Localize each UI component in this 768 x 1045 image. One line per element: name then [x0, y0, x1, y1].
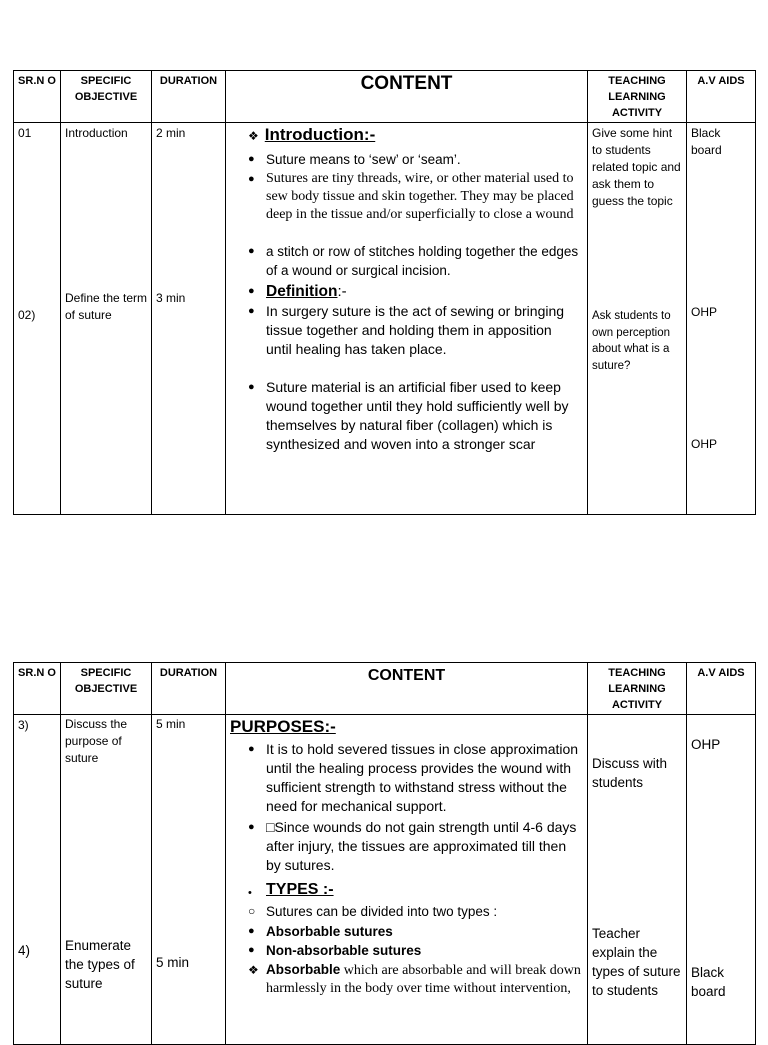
duration-03: 5 min	[156, 717, 186, 731]
duration-cell	[152, 123, 226, 515]
objective-cell	[61, 123, 152, 515]
intro-bullet-text: a stitch or row of stitches holding together the edges of a wound or surgical incision.	[266, 244, 579, 278]
types-heading: TYPES :-	[266, 881, 334, 898]
sr-no-02: 02)	[18, 308, 36, 322]
intro-bullet-text: Sutures are tiny threads, wire, or other material used to sew body tissue and skin together. They may be placed deep in the tissue and/or superficially to close a wound	[266, 171, 574, 222]
absorbable-rest: which are absorbable and will break down harmlessly in the body over time without intervention,	[266, 963, 581, 996]
bullet-icon: ●	[248, 153, 255, 165]
av-aid-01: Black board	[691, 126, 722, 157]
header-av-aids: A.V AIDS	[687, 663, 756, 715]
lesson-plan-table-1	[13, 70, 756, 515]
list-item	[226, 302, 581, 359]
list-item	[226, 902, 581, 921]
content-cell	[226, 123, 588, 515]
types-bullet-text: Absorbable sutures	[266, 924, 393, 939]
bullet-icon: ●	[248, 285, 255, 297]
duration-02: 3 min	[156, 291, 186, 305]
header-specific-objective: SPECIFIC OBJECTIVE	[61, 71, 152, 123]
purposes-heading: PURPOSES:-	[230, 717, 336, 736]
header-sr-no: SR.N O	[14, 663, 61, 715]
sr-no-03: 3)	[18, 718, 29, 732]
header-av-aids: A.V AIDS	[687, 71, 756, 123]
lesson-plan-table-2	[13, 662, 756, 1045]
list-item	[226, 818, 581, 875]
list-item	[226, 922, 581, 941]
objective-01: Introduction	[65, 126, 128, 140]
sr-no-cell	[14, 123, 61, 515]
sr-no-04: 4)	[18, 943, 31, 958]
bullet-icon: ●	[248, 821, 255, 833]
objective-cell	[61, 715, 152, 1045]
header-teaching-activity: TEACHING LEARNING ACTIVITY	[588, 71, 687, 123]
bullet-icon: ●	[248, 944, 255, 956]
list-item	[226, 941, 581, 960]
bullet-icon: ●	[248, 743, 255, 755]
activity-cell	[588, 123, 687, 515]
activity-04: Teacher explain the types of suture to students	[592, 926, 681, 998]
table-row	[14, 715, 756, 1045]
header-duration: DURATION	[152, 71, 226, 123]
duration-01: 2 min	[156, 126, 186, 140]
av-aid-02: OHP	[691, 305, 718, 319]
bullet-icon: ●	[248, 925, 255, 937]
header-content: CONTENT	[226, 663, 588, 715]
types-intro-text: Sutures can be divided into two types :	[266, 904, 498, 919]
intro-bullet-text: Suture means to ‘sew’ or ‘seam’.	[266, 152, 461, 167]
bullet-icon: ●	[248, 245, 255, 257]
header-duration: DURATION	[152, 663, 226, 715]
list-item	[226, 961, 581, 998]
definition-bullet-text: Suture material is an artificial fiber used to keep wound together until they hold sufficiently well by themselves by natural fiber (collagen) which is synthesized and woven into a stronger scar	[266, 379, 569, 452]
circle-bullet-icon: ○	[248, 904, 256, 918]
table-header-row	[14, 71, 756, 123]
definition-heading: Definition	[266, 283, 338, 300]
bullet-icon: ●	[248, 173, 255, 185]
table-row	[14, 123, 756, 515]
list-item	[226, 378, 581, 454]
objective-03: Discuss the purpose of suture	[65, 717, 128, 765]
av-aids-cell	[687, 715, 756, 1045]
definition-suffix: :-	[337, 283, 347, 300]
av-aids-cell	[687, 123, 756, 515]
absorbable-bold: Absorbable	[266, 962, 341, 977]
duration-04: 5 min	[156, 955, 190, 970]
definition-heading-line	[226, 282, 581, 301]
activity-cell	[588, 715, 687, 1045]
list-item	[226, 170, 581, 224]
objective-04: Enumerate the types of suture	[65, 938, 135, 991]
av-aid-03: OHP	[691, 437, 718, 451]
bullet-icon: •	[248, 887, 252, 899]
content-cell	[226, 715, 588, 1045]
header-content: CONTENT	[226, 71, 588, 123]
bullet-icon: ●	[248, 305, 255, 317]
bullet-icon: ●	[248, 381, 255, 393]
sr-no-cell	[14, 715, 61, 1045]
av-aid-04: Black board	[691, 965, 726, 999]
diamond-bullet-icon: ❖	[248, 129, 259, 143]
intro-heading: Introduction:-	[264, 125, 376, 144]
activity-03: Discuss with students	[592, 756, 668, 790]
intro-heading-line	[248, 125, 581, 146]
table-header-row	[14, 663, 756, 715]
duration-cell	[152, 715, 226, 1045]
header-teaching-activity: TEACHING LEARNING ACTIVITY	[588, 663, 687, 715]
types-heading-line	[226, 880, 581, 899]
header-sr-no: SR.N O	[14, 71, 61, 123]
list-item	[226, 150, 581, 169]
sr-no-01: 01	[18, 126, 32, 140]
list-item	[226, 242, 581, 280]
activity-01: Give some hint to students related topic and ask them to guess the topic	[592, 126, 681, 208]
purposes-bullet-text: It is to hold severed tissues in close approximation until the healing process provides the wound with sufficient strength to withstand stress without the need for mechanical support.	[266, 741, 579, 814]
list-item	[226, 740, 581, 816]
header-specific-objective: SPECIFIC OBJECTIVE	[61, 663, 152, 715]
activity-02: Ask students to own perception about what is a suture?	[592, 310, 671, 372]
objective-02: Define the term of suture	[65, 291, 148, 322]
av-aid-03: OHP	[691, 737, 721, 752]
types-bullet-text: Non-absorbable sutures	[266, 943, 422, 958]
diamond-bullet-icon: ❖	[248, 963, 259, 977]
definition-bullet-text: In surgery suture is the act of sewing or bringing tissue together and holding them in apposition until healing has taken place.	[266, 303, 565, 357]
purposes-bullet-text: □Since wounds do not gain strength until 4-6 days after injury, the tissues are approximated till then by sutures.	[266, 819, 577, 873]
